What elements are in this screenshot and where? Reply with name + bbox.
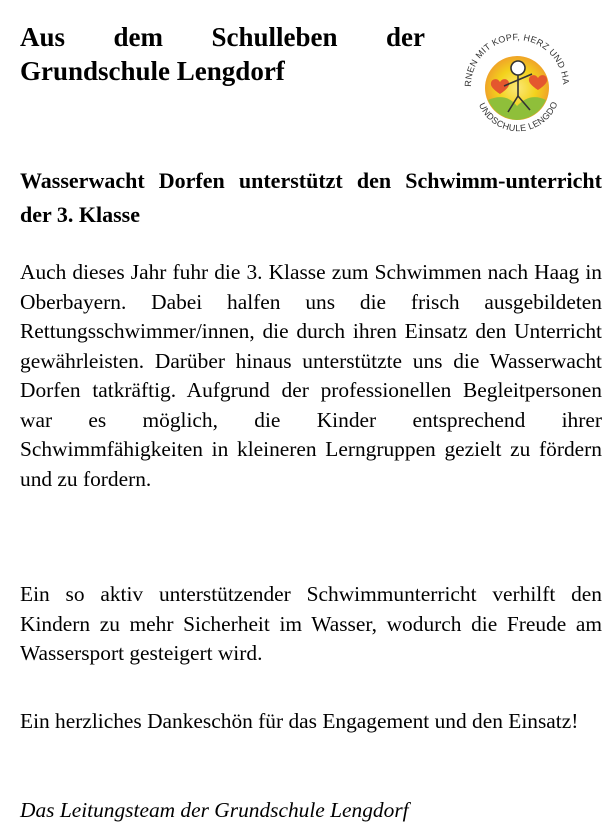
school-logo-icon [446, 22, 588, 142]
document-page [20, 0, 602, 840]
school-logo [446, 22, 588, 142]
page-title-line-2: Grundschule Lengdorf [20, 56, 285, 86]
article-headline: Wasserwacht Dorfen unterstützt den Schwimm-unterricht der 3. Klasse [20, 168, 602, 227]
article-paragraph-1: Auch dieses Jahr fuhr die 3. Klasse zum Schwimmen nach Haag in Oberbayern. Dabei halfen uns die frisch ausgebildeten Rettungsschwimmer/innen, die durch ihren Einsatz den Unterricht gewährleisten. Darüber hinaus unterstützte uns die Wasserwacht Dorfen tatkräftig. Aufgrund der professionellen Begleitpersonen war es möglich, die Kinder entsprechend ihrer Schwimmfähigkeiten in kleineren Lerngruppen gezielt zu fördern und zu fordern. [20, 260, 602, 491]
article-paragraph-3: Ein herzliches Dankeschön für das Engagement und den Einsatz! [20, 709, 579, 733]
logo-arc-top-text: RNEN MIT KOPF, HERZ UND HA [462, 31, 572, 87]
title-word: Aus [20, 22, 66, 52]
article-signature: Das Leitungsteam der Grundschule Lengdorf [20, 798, 409, 822]
page-title [20, 20, 425, 88]
title-word: der [385, 22, 425, 52]
article-paragraph-2: Ein so aktiv unterstützender Schwimmunterricht verhilft den Kindern zu mehr Sicherheit im Wasser, wodurch die Freude am Wassersport gesteigert wird. [20, 582, 602, 665]
logo-arc-bottom-text: UNDSCHULE LENGDO [476, 99, 560, 134]
title-word: dem [113, 22, 163, 52]
page-title-line-1 [20, 20, 425, 54]
title-word: Schulleben [211, 22, 338, 52]
